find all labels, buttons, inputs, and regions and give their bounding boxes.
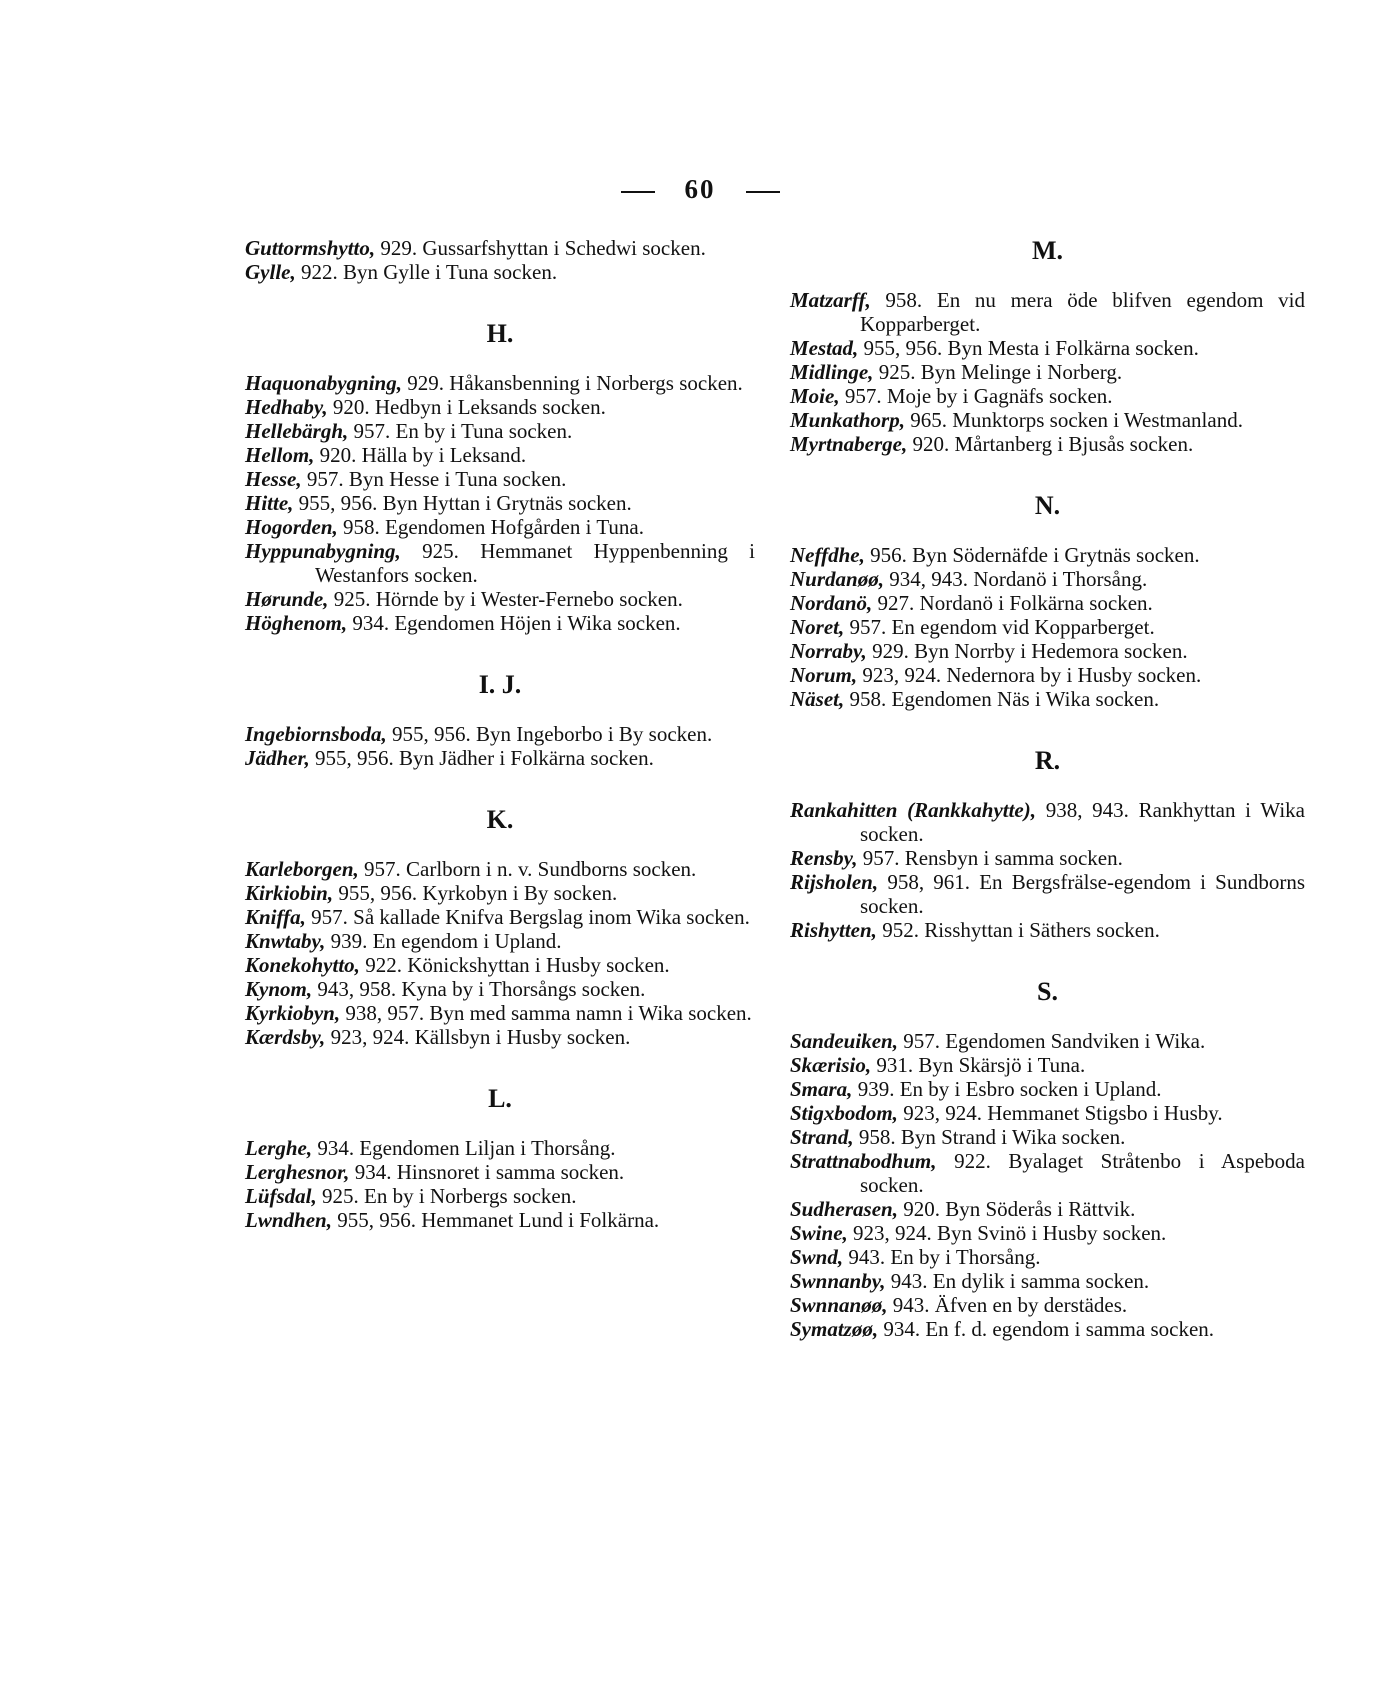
entry-text: 957. En by i Tuna socken. xyxy=(348,419,573,443)
entry-headword: Strattnabodhum, xyxy=(790,1149,937,1173)
section-letter: I. J. xyxy=(478,670,522,699)
index-entry xyxy=(245,236,755,260)
entry-text: 920. Byn Söderås i Rättvik. xyxy=(897,1197,1136,1221)
entry-headword: Näset, xyxy=(790,687,845,711)
index-entry xyxy=(790,543,1305,567)
index-entry xyxy=(245,491,755,515)
entry-headword: Smara, xyxy=(790,1077,853,1101)
entry-headword: Kynom, xyxy=(245,977,313,1001)
right-dash xyxy=(746,191,780,193)
entry-text: 939. En egendom i Upland. xyxy=(325,929,562,953)
index-entry xyxy=(245,1025,755,1049)
index-entry xyxy=(790,1077,1305,1101)
index-entry xyxy=(790,1245,1305,1269)
entry-headword: Höghenom, xyxy=(245,611,348,635)
index-entry xyxy=(790,663,1305,687)
entry-text: 943. En by i Thorsång. xyxy=(843,1245,1041,1269)
entry-text: 931. Byn Skärsjö i Tuna. xyxy=(871,1053,1086,1077)
index-entry xyxy=(790,1149,1305,1197)
entry-headword: Noret, xyxy=(790,615,845,639)
entry-headword: Lerghesnor, xyxy=(245,1160,350,1184)
index-entry xyxy=(245,260,755,284)
entry-headword: Hellom, xyxy=(245,443,315,467)
page-number xyxy=(0,174,1400,205)
entry-text: 923, 924. Hemmanet Stigsbo i Husby. xyxy=(897,1101,1223,1125)
entry-headword: Midlinge, xyxy=(790,360,874,384)
entry-text: 929. Håkansbenning i Norbergs socken. xyxy=(401,371,743,395)
entry-headword: Moie, xyxy=(790,384,840,408)
index-entry xyxy=(790,1293,1305,1317)
index-entry xyxy=(790,1317,1305,1341)
entry-headword: Karleborgen, xyxy=(245,857,359,881)
entry-text: 923, 924. Byn Svinö i Husby socken. xyxy=(847,1221,1167,1245)
index-entry xyxy=(245,587,755,611)
entry-headword: Kærdsby, xyxy=(245,1025,326,1049)
index-entry xyxy=(245,905,755,929)
index-entry xyxy=(245,467,755,491)
entry-text: 957. Så kallade Knifva Bergslag inom Wika socken. xyxy=(305,905,750,929)
entry-headword: Stigxbodom, xyxy=(790,1101,898,1125)
index-entry xyxy=(790,408,1305,432)
entry-text: 922. Byn Gylle i Tuna socken. xyxy=(295,260,558,284)
entry-headword: Sudherasen, xyxy=(790,1197,898,1221)
entry-text: 920. Hälla by i Leksand. xyxy=(314,443,527,467)
entry-text: 925. Hörnde by i Wester-Fernebo socken. xyxy=(328,587,683,611)
index-entry xyxy=(790,1269,1305,1293)
entry-text: 943. Äfven en by derstädes. xyxy=(887,1293,1128,1317)
entry-headword: Guttormshytto, xyxy=(245,236,376,260)
entry-headword: Hørunde, xyxy=(245,587,329,611)
index-entry xyxy=(790,1029,1305,1053)
entry-headword: Symatzøø, xyxy=(790,1317,879,1341)
entry-headword: Swine, xyxy=(790,1221,848,1245)
entry-text: 943. En dylik i samma socken. xyxy=(885,1269,1150,1293)
entry-headword: Lwndhen, xyxy=(245,1208,332,1232)
entry-text: 955, 956. Byn Hyttan i Grytnäs socken. xyxy=(293,491,632,515)
entry-headword: Hesse, xyxy=(245,467,302,491)
index-entry xyxy=(790,615,1305,639)
index-entry xyxy=(790,384,1305,408)
index-entry xyxy=(245,515,755,539)
section-letter: N. xyxy=(1034,491,1061,520)
entry-headword: Swnnanby, xyxy=(790,1269,886,1293)
index-entry xyxy=(245,611,755,635)
entry-text: 922. Könickshyttan i Husby socken. xyxy=(359,953,670,977)
entry-text: 938, 943. Rankhyttan i Wika socken. xyxy=(860,798,1305,846)
entry-headword: Kniffa, xyxy=(245,905,306,929)
index-entry xyxy=(245,881,755,905)
entry-headword: Jädher, xyxy=(245,746,310,770)
index-entry xyxy=(245,929,755,953)
entry-headword: Hyppunabygning, xyxy=(245,539,401,563)
entry-text: 920. Hedbyn i Leksands socken. xyxy=(327,395,606,419)
entry-text: 957. Egendomen Sandviken i Wika. xyxy=(897,1029,1206,1053)
index-entry xyxy=(790,432,1305,456)
entry-text: 929. Byn Norrby i Hedemora socken. xyxy=(866,639,1188,663)
entry-text: 957. Byn Hesse i Tuna socken. xyxy=(301,467,567,491)
right-column xyxy=(790,236,1305,1341)
entry-text: 958. Egendomen Hofgården i Tuna. xyxy=(337,515,644,539)
entry-text: 955, 956. Hemmanet Lund i Folkärna. xyxy=(331,1208,660,1232)
entry-headword: Nordanö, xyxy=(790,591,873,615)
entry-headword: Norraby, xyxy=(790,639,867,663)
index-entry xyxy=(245,419,755,443)
section-letter: R. xyxy=(1034,746,1061,775)
entry-headword: Swnnanøø, xyxy=(790,1293,888,1317)
section-letter: M. xyxy=(1031,236,1064,265)
entry-text: 927. Nordanö i Folkärna socken. xyxy=(872,591,1153,615)
entry-text: 925. Byn Melinge i Norberg. xyxy=(873,360,1123,384)
entry-headword: Rishytten, xyxy=(790,918,877,942)
index-entry xyxy=(790,870,1305,918)
entry-headword: Matzarff, xyxy=(790,288,871,312)
index-entry xyxy=(245,1001,755,1025)
entry-text: 957. Carlborn i n. v. Sundborns socken. xyxy=(358,857,697,881)
index-entry xyxy=(790,1125,1305,1149)
entry-headword: Norum, xyxy=(790,663,858,687)
index-entry xyxy=(245,953,755,977)
entry-headword: Konekohytto, xyxy=(245,953,360,977)
index-entry xyxy=(245,1160,755,1184)
entry-text: 958. Byn Strand i Wika socken. xyxy=(853,1125,1126,1149)
page-number-text: 60 xyxy=(684,174,716,204)
entry-headword: Rensby, xyxy=(790,846,858,870)
entry-text: 958, 961. En Bergsfrälse-egendom i Sundborns socken. xyxy=(860,870,1305,918)
entry-headword: Lüfsdal, xyxy=(245,1184,317,1208)
entry-text: 934. Egendomen Liljan i Thorsång. xyxy=(312,1136,616,1160)
entry-text: 934. Hinsnoret i samma socken. xyxy=(349,1160,625,1184)
entry-headword: Nurdanøø, xyxy=(790,567,884,591)
entry-text: 958. Egendomen Näs i Wika socken. xyxy=(844,687,1160,711)
entry-headword: Strand, xyxy=(790,1125,854,1149)
entry-text: 957. Moje by i Gagnäfs socken. xyxy=(839,384,1113,408)
index-entry xyxy=(245,722,755,746)
index-entry xyxy=(790,687,1305,711)
entry-headword: Myrtnaberge, xyxy=(790,432,908,456)
entry-text: 957. En egendom vid Kopparberget. xyxy=(844,615,1155,639)
index-entry xyxy=(245,539,755,587)
index-entry xyxy=(790,798,1305,846)
entry-text: 925. Hemmanet Hyppenbenning i Westanfors socken. xyxy=(315,539,755,587)
entry-text: 956. Byn Södernäfde i Grytnäs socken. xyxy=(864,543,1200,567)
section-letter: K. xyxy=(486,805,514,834)
entry-headword: Hitte, xyxy=(245,491,294,515)
index-entry xyxy=(245,443,755,467)
entry-text: 934. En f. d. egendom i samma socken. xyxy=(878,1317,1215,1341)
entry-headword: Mestad, xyxy=(790,336,859,360)
index-entry xyxy=(245,1208,755,1232)
index-entry xyxy=(245,1136,755,1160)
entry-headword: Kirkiobin, xyxy=(245,881,334,905)
entry-text: 923, 924. Nedernora by i Husby socken. xyxy=(857,663,1202,687)
entry-text: 955, 956. Byn Mesta i Folkärna socken. xyxy=(858,336,1199,360)
entry-text: 955, 956. Byn Ingeborbo i By socken. xyxy=(386,722,713,746)
entry-text: 965. Munktorps socken i Westmanland. xyxy=(904,408,1243,432)
index-entry xyxy=(790,360,1305,384)
entry-text: 952. Risshyttan i Säthers socken. xyxy=(876,918,1160,942)
entry-text: 958. En nu mera öde blifven egendom vid Kopparberget. xyxy=(860,288,1305,336)
entry-text: 939. En by i Esbro socken i Upland. xyxy=(852,1077,1162,1101)
left-dash xyxy=(621,191,655,193)
entry-text: 955, 956. Byn Jädher i Folkärna socken. xyxy=(309,746,654,770)
entry-text: 943, 958. Kyna by i Thorsångs socken. xyxy=(312,977,646,1001)
index-entry xyxy=(790,639,1305,663)
entry-headword: Hedhaby, xyxy=(245,395,328,419)
index-entry xyxy=(245,977,755,1001)
entry-headword: Sandeuiken, xyxy=(790,1029,898,1053)
index-entry xyxy=(790,591,1305,615)
index-entry xyxy=(790,1197,1305,1221)
index-entry xyxy=(790,288,1305,336)
index-entry xyxy=(245,371,755,395)
entry-text: 920. Mårtanberg i Bjusås socken. xyxy=(907,432,1194,456)
index-entry xyxy=(245,857,755,881)
entry-text: 934. Egendomen Höjen i Wika socken. xyxy=(347,611,681,635)
section-letter: L. xyxy=(488,1084,512,1113)
index-entry xyxy=(790,336,1305,360)
entry-headword: Rankahitten (Rankkahytte), xyxy=(790,798,1036,822)
index-entry xyxy=(790,1221,1305,1245)
entry-headword: Lerghe, xyxy=(245,1136,313,1160)
section-letter: S. xyxy=(1037,977,1058,1006)
left-column xyxy=(245,236,755,1232)
index-entry xyxy=(790,1053,1305,1077)
entry-headword: Hogorden, xyxy=(245,515,338,539)
entry-headword: Haquonabygning, xyxy=(245,371,402,395)
index-entry xyxy=(245,1184,755,1208)
index-entry xyxy=(790,918,1305,942)
entry-headword: Gylle, xyxy=(245,260,296,284)
index-entry xyxy=(245,395,755,419)
entry-headword: Swnd, xyxy=(790,1245,844,1269)
entry-text: 923, 924. Källsbyn i Husby socken. xyxy=(325,1025,631,1049)
index-entry xyxy=(245,746,755,770)
entry-headword: Munkathorp, xyxy=(790,408,905,432)
entry-text: 925. En by i Norbergs socken. xyxy=(316,1184,577,1208)
index-entry xyxy=(790,567,1305,591)
entry-text: 934, 943. Nordanö i Thorsång. xyxy=(883,567,1148,591)
entry-text: 929. Gussarfshyttan i Schedwi socken. xyxy=(375,236,706,260)
entry-text: 957. Rensbyn i samma socken. xyxy=(857,846,1123,870)
index-entry xyxy=(790,846,1305,870)
entry-headword: Neffdhe, xyxy=(790,543,865,567)
entry-headword: Knwtaby, xyxy=(245,929,326,953)
section-letter: H. xyxy=(486,319,514,348)
entry-headword: Kyrkiobyn, xyxy=(245,1001,341,1025)
index-entry xyxy=(790,1101,1305,1125)
entry-headword: Skærisio, xyxy=(790,1053,872,1077)
entry-headword: Ingebiornsboda, xyxy=(245,722,387,746)
entry-text: 938, 957. Byn med samma namn i Wika socken. xyxy=(340,1001,752,1025)
entry-text: 955, 956. Kyrkobyn i By socken. xyxy=(333,881,618,905)
entry-text: 922. Byalaget Stråtenbo i Aspeboda socken. xyxy=(860,1149,1305,1197)
entry-headword: Hellebärgh, xyxy=(245,419,349,443)
entry-headword: Rijsholen, xyxy=(790,870,879,894)
